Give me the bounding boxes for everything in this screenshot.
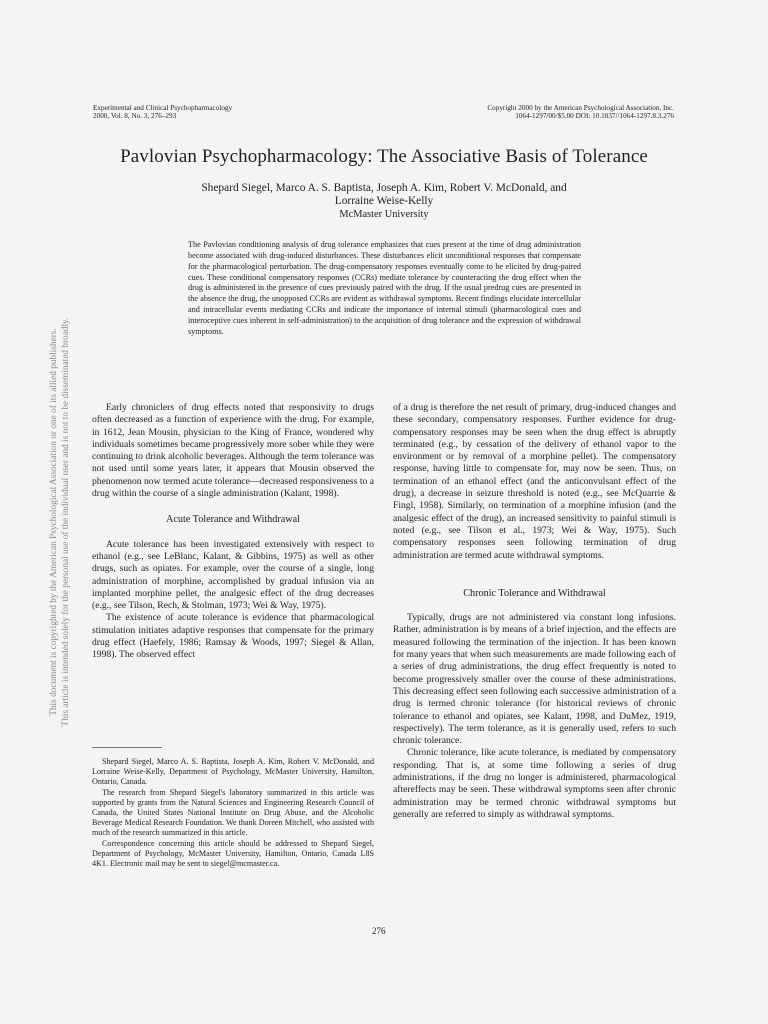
body-paragraph: of a drug is therefore the net result of primary, drug-induced changes and these secondary, compensatory responses. Further evidence for drug-compensatory responses may be seen when the drug effect is abruptly terminated (e.g., by cessation of the delivery of ethanol vapor to the environment or by removal of a morphine pellet). The compensatory response, having little to compensate for, may now be seen. Thus, on termination of an ethanol effect (and the anticonvulsant effect of the drug), a decrease in seizure threshold is noted (e.g., see McQuarrie & Fingl, 1958). Similarly, on termination of a morphine infusion (and the analgesic effect of the drug), an increased sensitivity to painful stimuli is noted (e.g., see Tilson et al., 1973; Wei & Way, 1975). Such compensatory responses seen following termination of drug administration are termed acute withdrawal symptoms. <box>393 402 676 561</box>
footnote <box>92 757 374 869</box>
footnote-paragraph: The research from Shepard Siegel's laboratory summarized in this article was supported by grants from the Natural Sciences and Engineering Research Council of Canada, the United States National Institute on Drug Abuse, and the Alcoholic Beverage Medical Research Foundation. We thank Doreen Mitchell, who assisted with much of the research summarized in this article. <box>92 787 374 838</box>
side-notice-line-2: This article is intended solely for the personal use of the individual user and is not to be disseminated broadly. <box>61 317 71 727</box>
author-line-1: Shepard Siegel, Marco A. S. Baptista, Joseph A. Kim, Robert V. McDonald, and <box>201 182 567 194</box>
right-column <box>393 402 676 821</box>
body-paragraph: Chronic tolerance, like acute tolerance, is mediated by compensatory responding. That is, at some time following a series of drug administrations, if the drug no longer is administered, pharmacological aftereffects may be seen. These withdrawal symptoms seen after chronic administration may be termed chronic withdrawal symptoms but generally are referred to simply as withdrawal symptoms. <box>393 747 676 820</box>
body-paragraph: The existence of acute tolerance is evidence that pharmacological stimulation initiates adaptive responses that compensate for the primary drug effect (Haefely, 1986; Ramsay & Woods, 1997; Siegel & Allan, 1998). The observed effect <box>92 612 374 661</box>
abstract: The Pavlovian conditioning analysis of drug tolerance emphasizes that cues present at the time of drug administration become associated with drug-induced disturbances. These disturbances elicit unconditional responses that compensate for the pharmacological perturbation. The drug-compensatory responses eventually come to be elicited by drug-paired cues. These conditional compensatory responses (CCRs) mediate tolerance by counteracting the drug effect when the drug is administered in the presence of cues previously paired with the drug. If the usual predrug cues are presented in the absence the drug, the unopposed CCRs are evident as withdrawal symptoms. Recent findings elucidate intercellular and intracellular events mediating CCRs and indicate the importance of internal stimuli (pharmacological cues and interoceptive cues inherent in self-administration) to the acquisition of drug tolerance and the expression of withdrawal symptoms. <box>188 240 581 336</box>
body-paragraph: Typically, drugs are not administered via constant long infusions. Rather, administration is by means of a brief injection, and the effects are measured following the termination of the injection. It has been known for many years that when such measurements are made following each of a series of drug administrations, the drug effect frequently is noted to become progressively smaller over the course of these administrations. This decreasing effect seen following each successive administration of a drug is termed chronic tolerance (for historical reviews of chronic tolerance to ethanol and opiates, see Kalant, 1998, and DuMez, 1919, respectively). The term tolerance, as it is generally used, refers to such chronic tolerance. <box>393 612 676 747</box>
footnote-paragraph: Shepard Siegel, Marco A. S. Baptista, Joseph A. Kim, Robert V. McDonald, and Lorraine Weise-Kelly, Department of Psychology, McMaster University, Hamilton, Ontario, Canada. <box>92 757 374 787</box>
journal-citation <box>93 104 323 120</box>
journal-name: Experimental and Clinical Psychopharmacology <box>93 104 233 112</box>
body-paragraph: Acute tolerance has been investigated extensively with respect to ethanol (e.g., see LeBlanc, Kalant, & Gibbins, 1975) as well as other drugs, such as opiates. For example, over the course of a single, long administration of morphine, accomplished by gradual infusion via an implanted morphine pellet, the analgesic effect of the drug decreases (e.g., see Tilson, Rech, & Stolman, 1973; Wei & Way, 1975). <box>92 538 374 612</box>
copyright-notice <box>440 104 674 120</box>
body-paragraph: Early chroniclers of drug effects noted that responsivity to drugs often decreased as a function of experience with the drug. For example, in 1612, Jean Mousin, physician to the King of France, wondered why individuals sometimes became progressively more sober while they were continuing to drink alcoholic beverages. Although the term tolerance was not used until some years later, it appears that Mousin observed the phenomenon now termed acute tolerance—decreased responsiveness to a drug within the course of a single administration (Kalant, 1998). <box>92 402 374 500</box>
copyright-side-notice <box>48 242 72 802</box>
section-heading: Chronic Tolerance and Withdrawal <box>463 587 606 599</box>
footnote-divider <box>92 747 162 748</box>
doi-line: 1064-1297/00/$5.00 DOI: 10.1037//1064-1297.8.3.276 <box>515 112 674 120</box>
article-title: Pavlovian Psychopharmacology: The Associative Basis of Tolerance <box>120 146 648 167</box>
left-column <box>92 402 374 662</box>
side-notice-line-1: This document is copyrighted by the American Psychological Association or one of its allied publishers. <box>49 328 59 716</box>
page-number: 276 <box>372 926 386 936</box>
author-list <box>80 182 688 208</box>
author-line-2: Lorraine Weise-Kelly <box>334 195 434 207</box>
journal-volume: 2000, Vol. 8, No. 3, 276–293 <box>93 112 177 120</box>
section-heading: Acute Tolerance and Withdrawal <box>166 514 300 526</box>
footnote-paragraph: Correspondence concerning this article should be addressed to Shepard Siegel, Department of Psychology, McMaster University, Hamilton, Ontario, Canada L8S 4K1. Electronic mail may be sent to siegel@mcmaster.ca. <box>92 838 374 869</box>
affiliation: McMaster University <box>339 209 429 220</box>
copyright-line: Copyright 2000 by the American Psychological Association, Inc. <box>487 104 674 112</box>
